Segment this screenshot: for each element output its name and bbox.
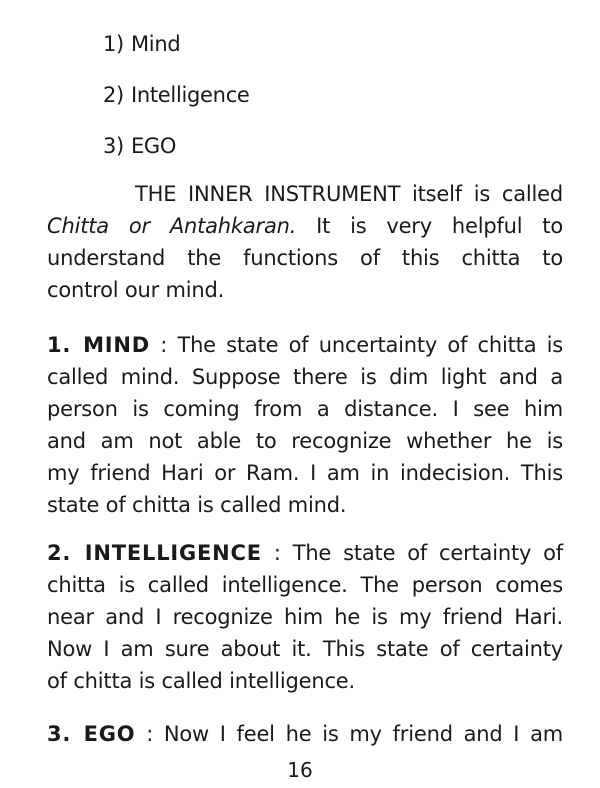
intelligence-heading: 2. INTELLIGENCE bbox=[47, 541, 262, 565]
mind-line-4: and am not able to recognize whether he is bbox=[47, 429, 563, 453]
mind-line-1-rest: The state of uncertainty of chitta is bbox=[177, 333, 564, 357]
list-item-mind bbox=[103, 32, 180, 56]
heading-separator: : bbox=[261, 541, 293, 565]
intro-line-4: control our mind. bbox=[47, 278, 225, 302]
intro-line-2 bbox=[47, 214, 563, 238]
mind-line-3: person is coming from a distance. I see him bbox=[47, 397, 563, 421]
intro-italic-term: Chitta or Antahkaran. bbox=[47, 214, 297, 238]
list-number: 2) bbox=[103, 83, 124, 107]
page-number: 16 bbox=[287, 758, 313, 782]
intro-line-3: understand the functions of this chitta to bbox=[47, 246, 563, 270]
mind-line-6: state of chitta is called mind. bbox=[47, 493, 347, 517]
intro-line-1: THE INNER INSTRUMENT itself is called bbox=[135, 182, 563, 206]
list-number: 3) bbox=[103, 134, 124, 158]
mind-line-2: called mind. Suppose there is dim light and a bbox=[47, 365, 563, 389]
list-number: 1) bbox=[103, 32, 124, 56]
heading-separator: : bbox=[150, 333, 178, 357]
intelligence-line-5: of chitta is called intelligence. bbox=[47, 669, 355, 693]
list-item-ego bbox=[103, 134, 176, 158]
mind-line-1 bbox=[47, 333, 563, 357]
intelligence-line-1 bbox=[47, 541, 563, 565]
mind-heading: 1. MIND bbox=[47, 333, 151, 357]
heading-separator: : bbox=[135, 722, 164, 746]
intro-line-2-rest: It is very helpful to bbox=[296, 214, 563, 238]
list-text: EGO bbox=[130, 134, 177, 158]
intelligence-line-1-rest: The state of certainty of bbox=[292, 541, 563, 565]
list-item-intelligence bbox=[103, 83, 250, 107]
ego-line-1-rest: Now I feel he is my friend and I am bbox=[163, 722, 563, 746]
intelligence-line-4: Now I am sure about it. This state of certainty bbox=[47, 637, 563, 661]
list-text: Mind bbox=[130, 32, 181, 56]
mind-line-5: my friend Hari or Ram. I am in indecision. This bbox=[47, 461, 563, 485]
ego-line-1 bbox=[47, 722, 563, 746]
intelligence-line-2: chitta is called intelligence. The person comes bbox=[47, 573, 563, 597]
list-text: Intelligence bbox=[130, 83, 250, 107]
ego-heading: 3. EGO bbox=[47, 722, 136, 746]
intelligence-line-3: near and I recognize him he is my friend Hari. bbox=[47, 605, 563, 629]
